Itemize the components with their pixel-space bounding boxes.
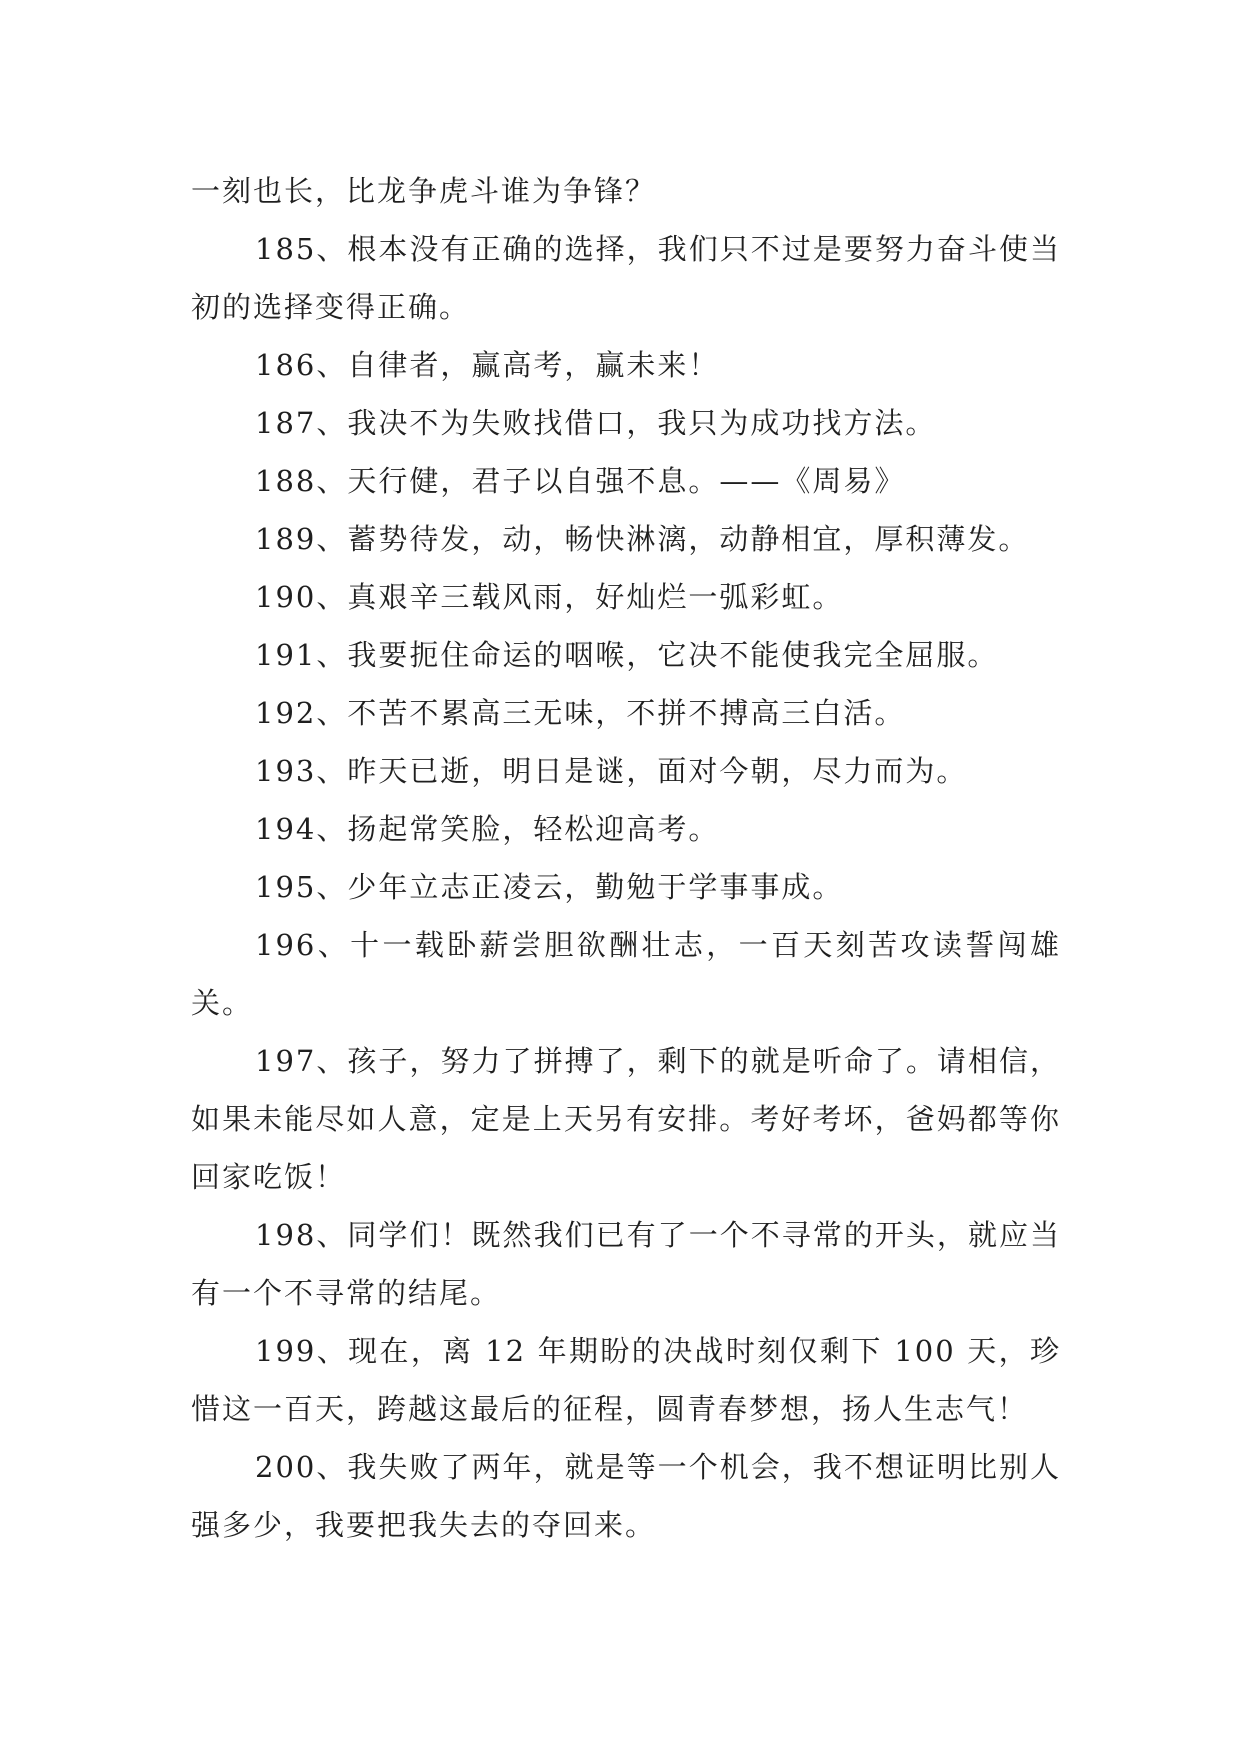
paragraph-188: 188、天行健，君子以自强不息。——《周易》 bbox=[255, 464, 906, 498]
document-body bbox=[191, 162, 1061, 1554]
paragraph-195: 195、少年立志正凌云，勤勉于学事事成。 bbox=[255, 870, 844, 904]
paragraph-193: 193、昨天已逝，明日是谜，面对今朝，尽力而为。 bbox=[255, 754, 968, 788]
paragraph-189: 189、蓄势待发，动，畅快淋漓，动静相宜，厚积薄发。 bbox=[255, 522, 1030, 556]
paragraph-191: 191、我要扼住命运的咽喉，它决不能使我完全屈服。 bbox=[255, 638, 999, 672]
paragraph-194: 194、扬起常笑脸，轻松迎高考。 bbox=[255, 812, 720, 846]
paragraph-185: 185、根本没有正确的选择，我们只不过是要努力奋斗使当初的选择变得正确。 bbox=[191, 232, 1061, 324]
paragraph-197: 197、孩子，努力了拼搏了，剩下的就是听命了。请相信，如果未能尽如人意，定是上天另有安排。考好考坏，爸妈都等你回家吃饭！ bbox=[191, 1044, 1061, 1194]
paragraph-192: 192、不苦不累高三无味，不拼不搏高三白活。 bbox=[255, 696, 906, 730]
paragraph-200: 200、我失败了两年，就是等一个机会，我不想证明比别人强多少，我要把我失去的夺回来。 bbox=[191, 1450, 1061, 1542]
paragraph-186: 186、自律者，赢高考，赢未来！ bbox=[255, 348, 720, 382]
paragraph-continuation: 一刻也长，比龙争虎斗谁为争锋？ bbox=[191, 174, 657, 208]
paragraph-187: 187、我决不为失败找借口，我只为成功找方法。 bbox=[255, 406, 937, 440]
paragraph-198: 198、同学们！既然我们已有了一个不寻常的开头，就应当有一个不寻常的结尾。 bbox=[191, 1218, 1061, 1310]
paragraph-196: 196、十一载卧薪尝胆欲酬壮志，一百天刻苦攻读誓闯雄关。 bbox=[191, 928, 1061, 1020]
paragraph-199: 199、现在，离 12 年期盼的决战时刻仅剩下 100 天，珍惜这一百天，跨越这最后的征程，圆青春梦想，扬人生志气！ bbox=[191, 1334, 1061, 1426]
paragraph-190: 190、真艰辛三载风雨，好灿烂一弧彩虹。 bbox=[255, 580, 844, 614]
